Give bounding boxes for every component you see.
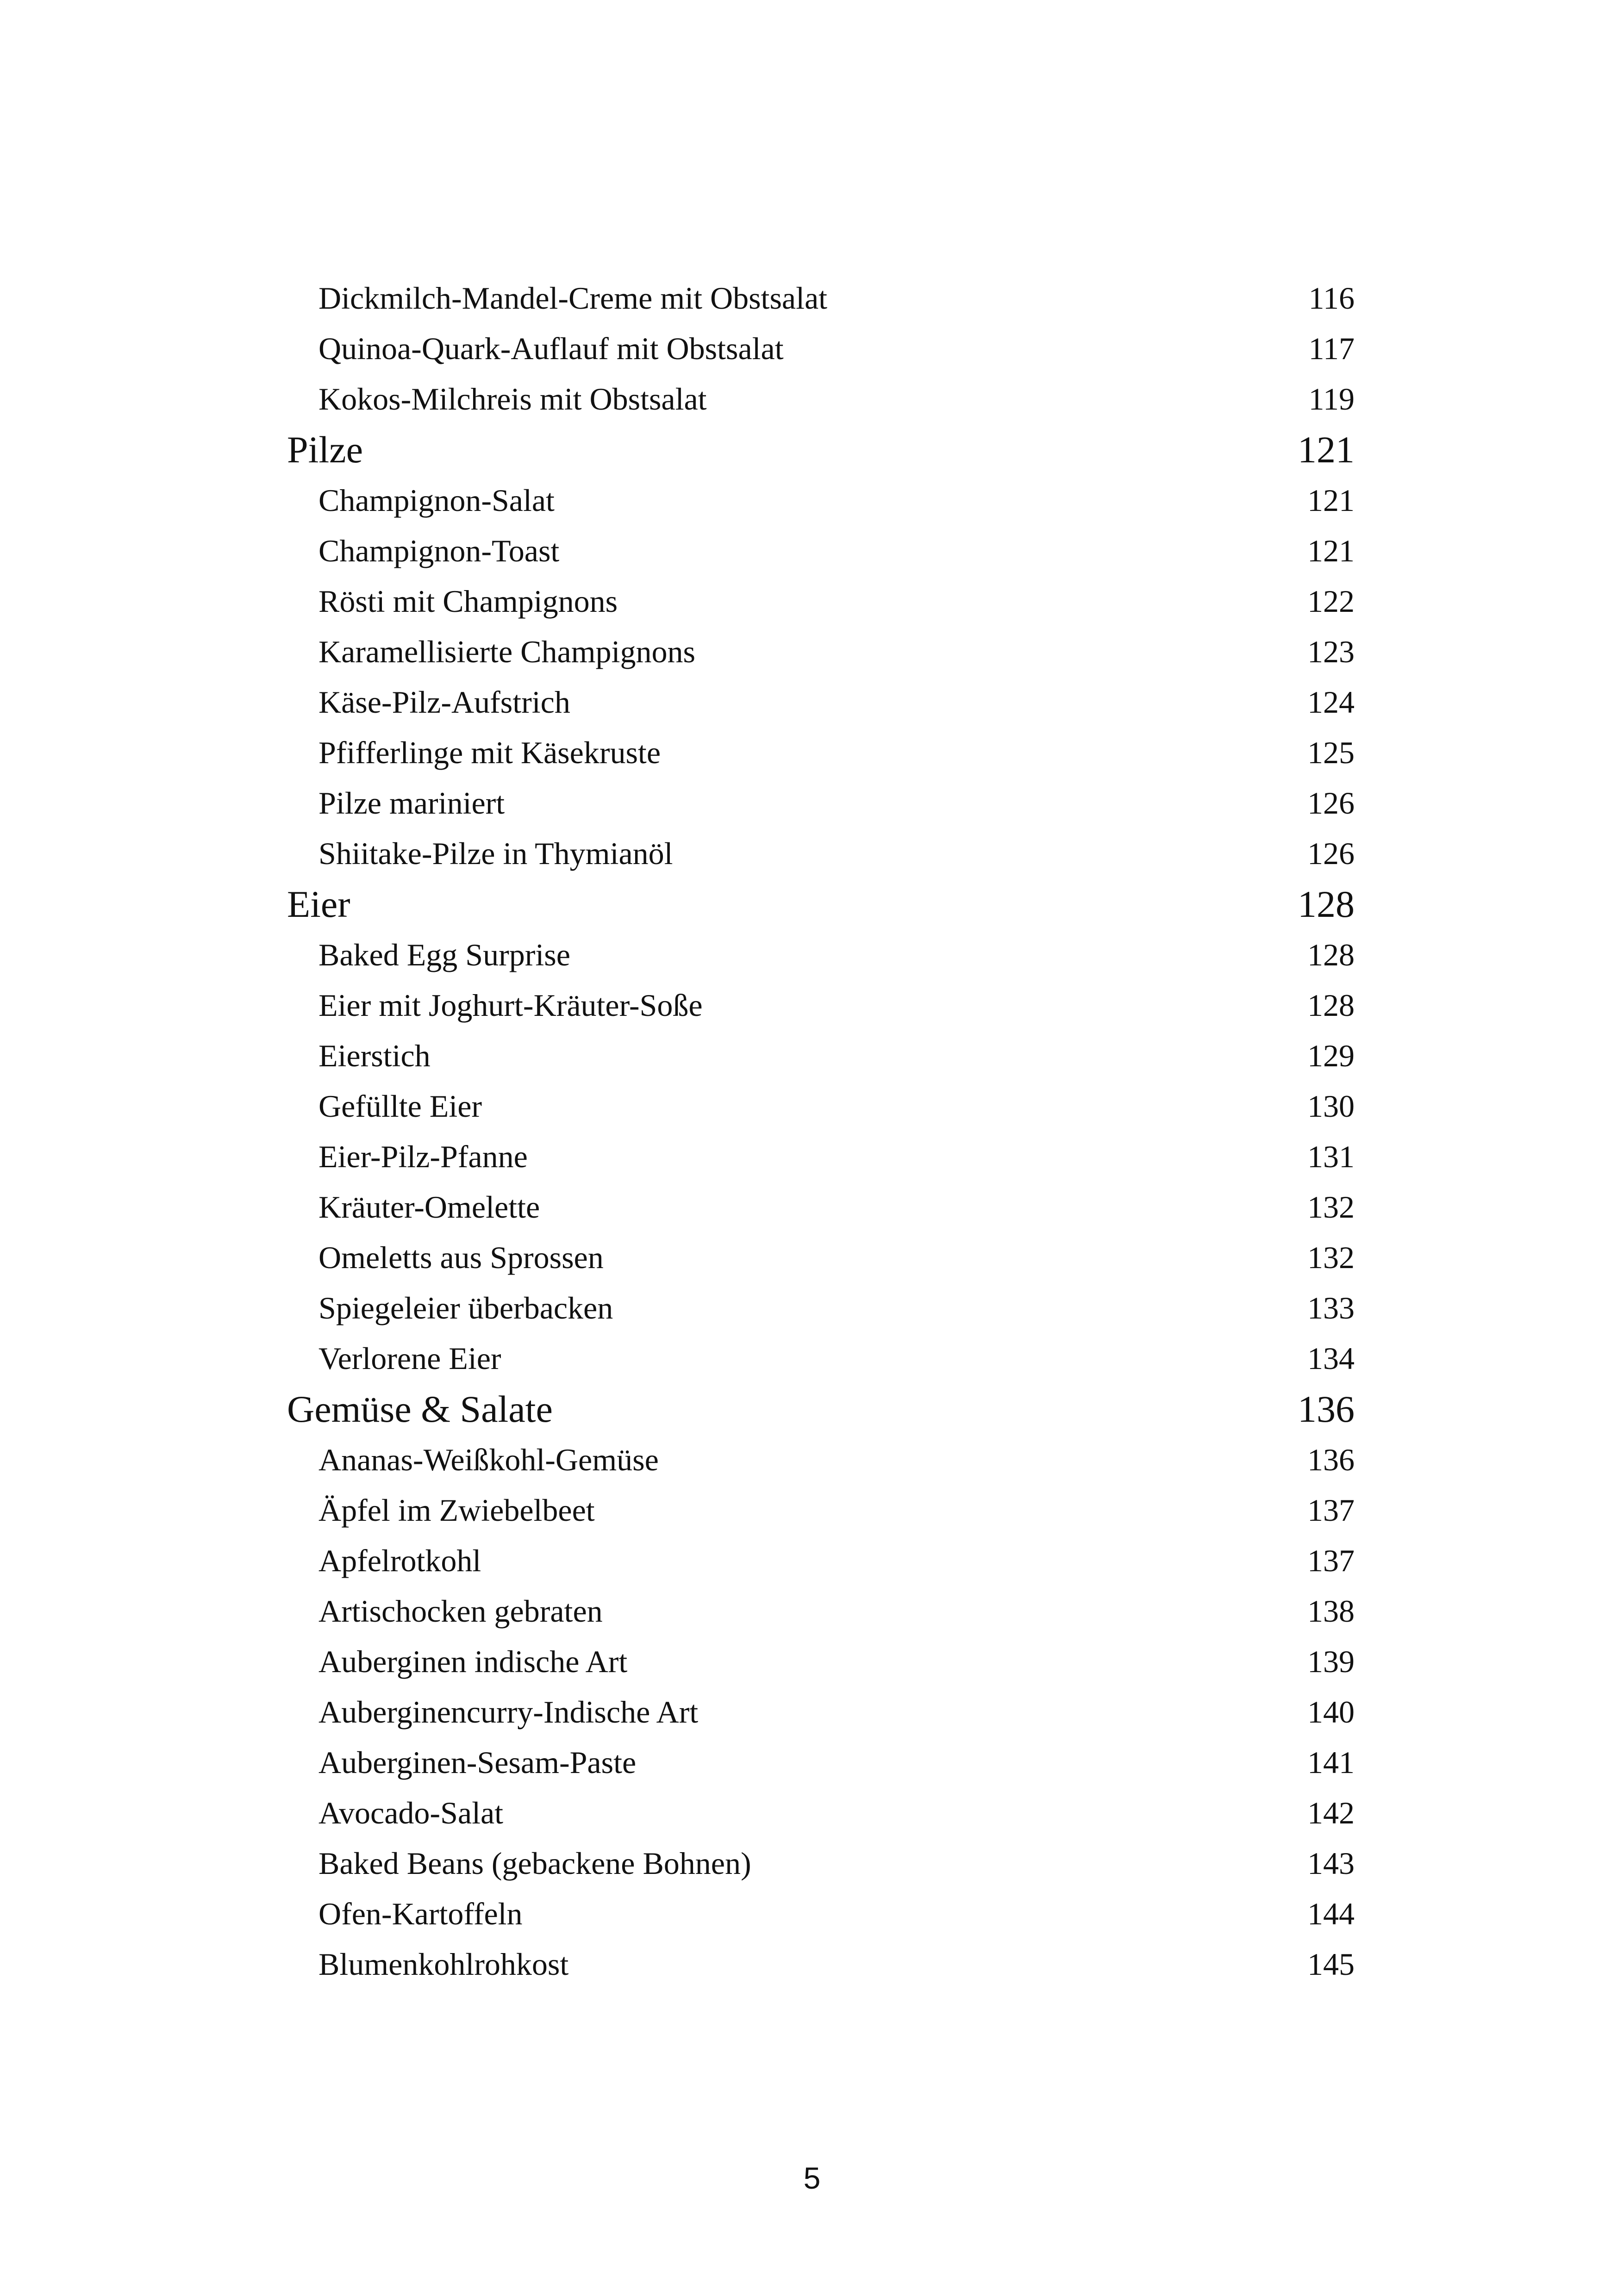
toc-entry[interactable] bbox=[287, 1636, 1355, 1687]
toc-page-number: 129 bbox=[1307, 1038, 1355, 1073]
toc-entry-title: Ananas-Weißkohl-Gemüse bbox=[319, 1442, 659, 1477]
toc-page-number: 121 bbox=[1298, 429, 1355, 471]
page-number: 5 bbox=[803, 2161, 821, 2195]
toc-entry-title: Gefüllte Eier bbox=[319, 1089, 482, 1124]
toc-page-number: 132 bbox=[1307, 1240, 1355, 1275]
toc-entry[interactable] bbox=[287, 1586, 1355, 1636]
toc-page-number: 134 bbox=[1307, 1341, 1355, 1376]
toc-section-title: Eier bbox=[287, 883, 350, 925]
toc-page-number: 136 bbox=[1298, 1388, 1355, 1430]
toc-page-number: 124 bbox=[1307, 684, 1355, 720]
toc-entry[interactable] bbox=[287, 475, 1355, 526]
toc-section-heading[interactable] bbox=[287, 879, 1355, 930]
toc-entry-title: Dickmilch-Mandel-Creme mit Obstsalat bbox=[319, 280, 828, 316]
toc-page-number: 140 bbox=[1307, 1694, 1355, 1730]
toc-entry-title: Verlorene Eier bbox=[319, 1341, 501, 1376]
toc-page-number: 142 bbox=[1307, 1795, 1355, 1830]
toc-entry[interactable] bbox=[287, 1788, 1355, 1838]
toc-page-number: 126 bbox=[1307, 836, 1355, 871]
toc-entry-title: Avocado-Salat bbox=[319, 1795, 504, 1830]
toc-entry-title: Eierstich bbox=[319, 1038, 431, 1073]
toc-page-number: 131 bbox=[1307, 1139, 1355, 1174]
toc-page-number: 128 bbox=[1298, 883, 1355, 925]
toc-entry[interactable] bbox=[287, 273, 1355, 324]
toc-page-number: 136 bbox=[1307, 1442, 1355, 1477]
toc-entry-title: Karamellisierte Champignons bbox=[319, 634, 695, 669]
toc-entry[interactable] bbox=[287, 1838, 1355, 1889]
toc-entry-title: Äpfel im Zwiebelbeet bbox=[319, 1493, 595, 1528]
toc-entry-title: Quinoa-Quark-Auflauf mit Obstsalat bbox=[319, 331, 784, 366]
toc-page-number: 141 bbox=[1307, 1745, 1355, 1780]
toc-entry[interactable] bbox=[287, 1182, 1355, 1232]
toc-entry-title: Eier-Pilz-Pfanne bbox=[319, 1139, 528, 1174]
toc-entry-title: Blumenkohlrohkost bbox=[319, 1947, 569, 1982]
toc-page-number: 122 bbox=[1307, 584, 1355, 619]
toc-page-number: 125 bbox=[1307, 735, 1355, 770]
toc-entry[interactable] bbox=[287, 1737, 1355, 1788]
toc-entry[interactable] bbox=[287, 1333, 1355, 1384]
toc-page-number: 121 bbox=[1307, 533, 1355, 568]
toc-section-heading[interactable] bbox=[287, 424, 1355, 475]
toc-page-number: 116 bbox=[1308, 280, 1355, 316]
toc-page-number: 119 bbox=[1308, 381, 1355, 417]
toc-entry[interactable] bbox=[287, 1687, 1355, 1737]
toc-entry[interactable] bbox=[287, 526, 1355, 576]
toc-entry[interactable] bbox=[287, 1031, 1355, 1081]
toc-entry-title: Rösti mit Champignons bbox=[319, 584, 618, 619]
toc-entry[interactable] bbox=[287, 930, 1355, 980]
toc-page-number: 145 bbox=[1307, 1947, 1355, 1982]
toc-section-heading[interactable] bbox=[287, 1384, 1355, 1435]
toc-entry-title: Pfifferlinge mit Käsekruste bbox=[319, 735, 661, 770]
toc-entry-title: Kokos-Milchreis mit Obstsalat bbox=[319, 381, 707, 417]
toc-section-title: Gemüse & Salate bbox=[287, 1388, 553, 1430]
toc-entry-title: Apfelrotkohl bbox=[319, 1543, 481, 1578]
toc-entry[interactable] bbox=[287, 1889, 1355, 1939]
toc-entry-title: Champignon-Toast bbox=[319, 533, 560, 568]
toc-page-number: 143 bbox=[1307, 1846, 1355, 1881]
toc-entry[interactable] bbox=[287, 374, 1355, 424]
toc-entry[interactable] bbox=[287, 324, 1355, 374]
toc-page-number: 130 bbox=[1307, 1089, 1355, 1124]
toc-page-number: 137 bbox=[1307, 1493, 1355, 1528]
toc-page-number: 133 bbox=[1307, 1290, 1355, 1325]
toc-entry-title: Ofen-Kartoffeln bbox=[319, 1896, 523, 1931]
toc-entry[interactable] bbox=[287, 1232, 1355, 1283]
toc-page-number: 121 bbox=[1307, 483, 1355, 518]
toc-entry[interactable] bbox=[287, 1435, 1355, 1485]
toc-entry[interactable] bbox=[287, 778, 1355, 828]
toc-entry[interactable] bbox=[287, 1283, 1355, 1333]
toc-entry-title: Champignon-Salat bbox=[319, 483, 555, 518]
toc-entry-title: Spiegeleier überbacken bbox=[319, 1290, 613, 1325]
toc-entry[interactable] bbox=[287, 1081, 1355, 1132]
toc-page-number: 117 bbox=[1308, 331, 1355, 366]
toc-entry-title: Auberginen indische Art bbox=[319, 1644, 628, 1679]
toc-entry[interactable] bbox=[287, 980, 1355, 1031]
toc-entry[interactable] bbox=[287, 728, 1355, 778]
toc-entry-title: Auberginen-Sesam-Paste bbox=[319, 1745, 637, 1780]
toc-entry[interactable] bbox=[287, 677, 1355, 728]
toc-entry[interactable] bbox=[287, 627, 1355, 677]
toc-entry-title: Shiitake-Pilze in Thymianöl bbox=[319, 836, 673, 871]
toc-page-number: 126 bbox=[1307, 785, 1355, 821]
toc-entry-title: Omeletts aus Sprossen bbox=[319, 1240, 604, 1275]
toc-entry[interactable] bbox=[287, 576, 1355, 627]
toc-page-number: 128 bbox=[1307, 988, 1355, 1023]
toc-entry-title: Käse-Pilz-Aufstrich bbox=[319, 684, 570, 720]
toc-entry[interactable] bbox=[287, 828, 1355, 879]
table-of-contents bbox=[287, 273, 1355, 1990]
toc-entry-title: Artischocken gebraten bbox=[319, 1593, 603, 1629]
toc-page-number: 139 bbox=[1307, 1644, 1355, 1679]
toc-page-number: 138 bbox=[1307, 1593, 1355, 1629]
toc-entry-title: Kräuter-Omelette bbox=[319, 1189, 540, 1225]
toc-entry-title: Baked Beans (gebackene Bohnen) bbox=[319, 1846, 751, 1881]
toc-page-number: 123 bbox=[1307, 634, 1355, 669]
toc-entry[interactable] bbox=[287, 1939, 1355, 1990]
toc-section-title: Pilze bbox=[287, 429, 363, 471]
toc-page-number: 144 bbox=[1307, 1896, 1355, 1931]
toc-entry-title: Pilze mariniert bbox=[319, 785, 505, 821]
toc-page-number: 132 bbox=[1307, 1189, 1355, 1225]
toc-entry-title: Baked Egg Surprise bbox=[319, 937, 570, 972]
toc-page-number: 128 bbox=[1307, 937, 1355, 972]
toc-entry-title: Auberginencurry-Indische Art bbox=[319, 1694, 699, 1730]
toc-entry[interactable] bbox=[287, 1132, 1355, 1182]
toc-entry-title: Eier mit Joghurt-Kräuter-Soße bbox=[319, 988, 703, 1023]
toc-entry[interactable] bbox=[287, 1536, 1355, 1586]
toc-page-number: 137 bbox=[1307, 1543, 1355, 1578]
toc-entry[interactable] bbox=[287, 1485, 1355, 1536]
